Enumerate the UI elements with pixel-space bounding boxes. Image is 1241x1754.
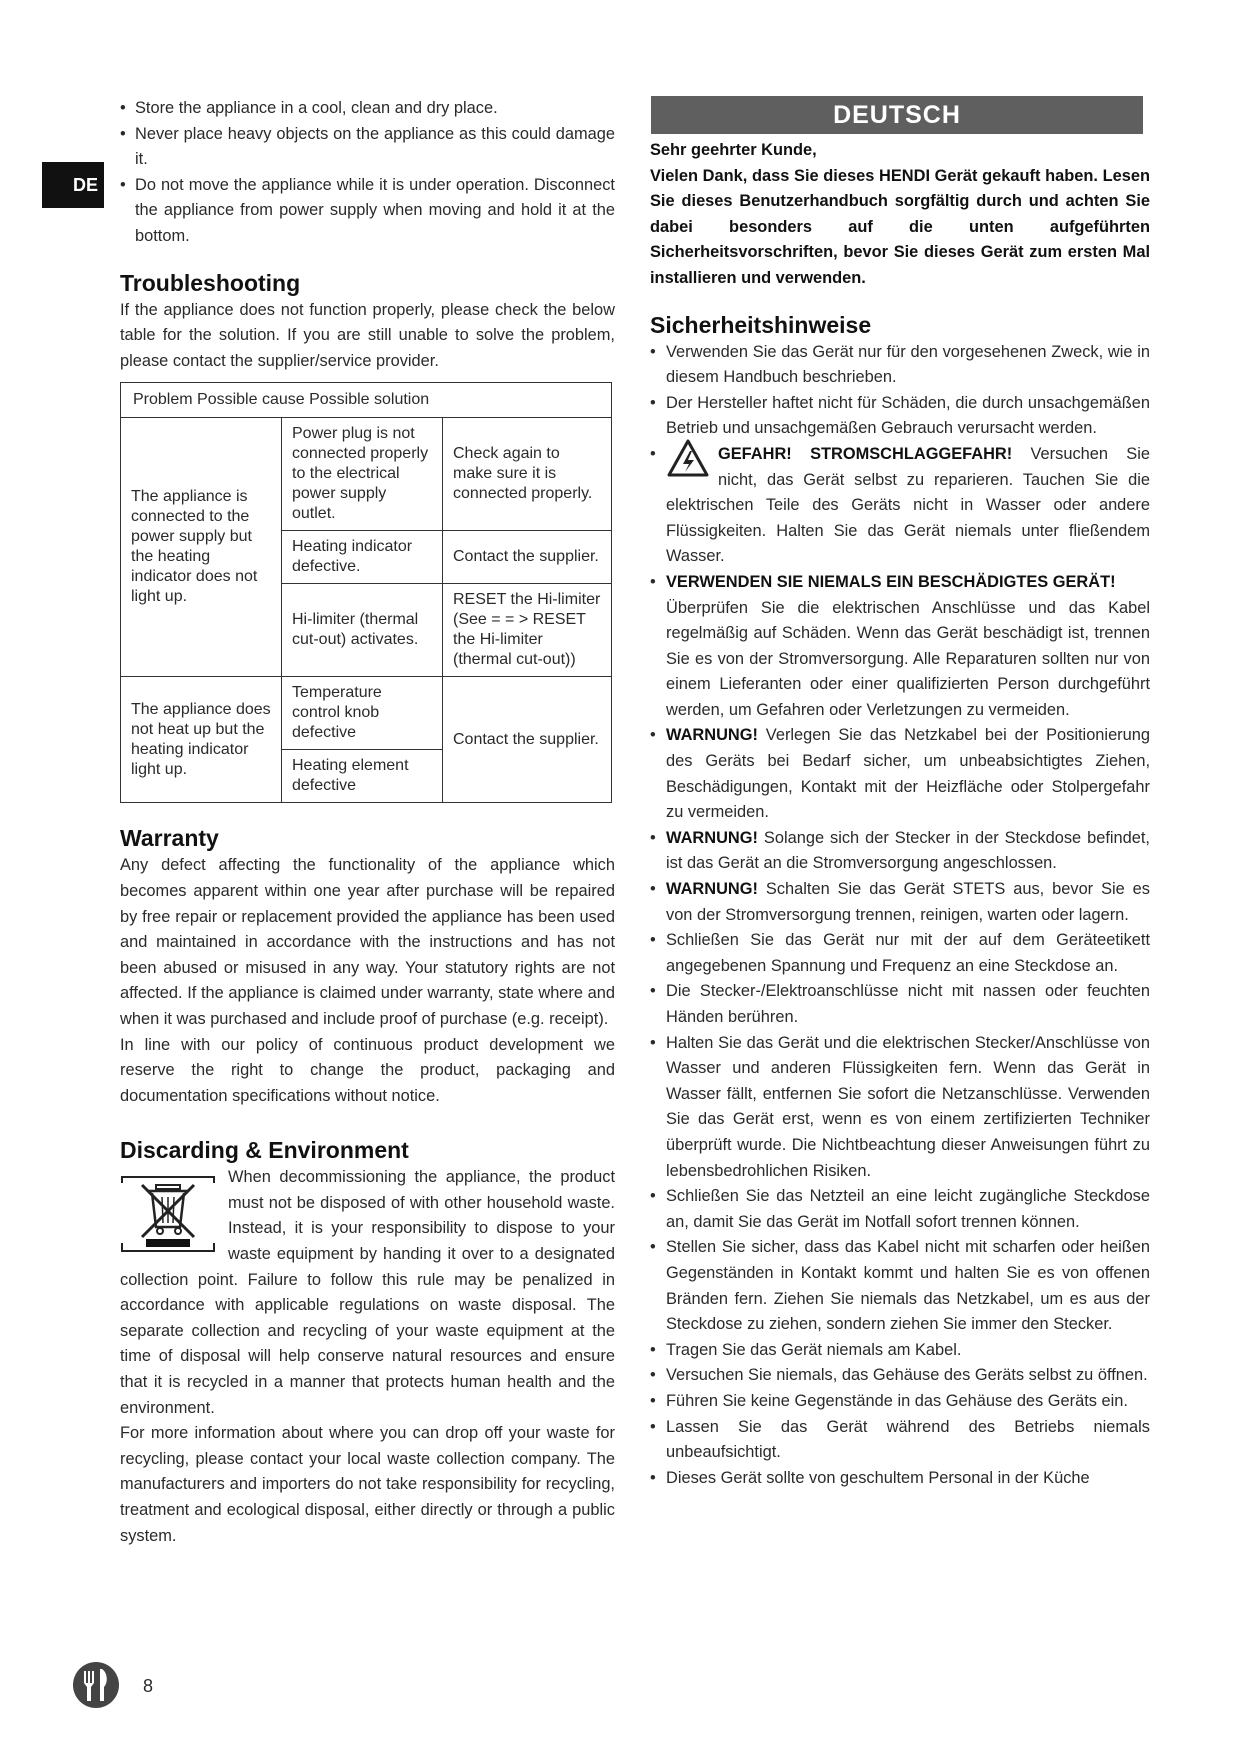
list-item: • Schließen Sie das Gerät nur mit der auf dem Geräteetikett angegebenen Spannung und Frequenz an eine Steckdose an. (650, 928, 1150, 979)
solution-cell: Check again to make sure it is connected properly. (443, 418, 612, 531)
safety-list (650, 340, 1150, 1492)
warning-text: Solange sich der Stecker in der Steckdose befindet, ist das Gerät an die Stromversorgung angeschlossen. (666, 828, 1150, 873)
warning-lead: WARNUNG! (666, 828, 758, 847)
warranty-paragraph: In line with our policy of continuous product development we reserve the right to change the product, packaging and documentation specifications without notice. (120, 1035, 615, 1105)
safety-heading: Sicherheitshinweise (650, 311, 872, 338)
cause-cell: Heating indicator defective. (282, 531, 443, 584)
electric-shock-warning-icon (666, 438, 710, 478)
troubleshooting-table (120, 382, 612, 803)
cause-cell: Heating element defective (282, 750, 443, 803)
troubleshooting-intro: If the appliance does not function properly, please check the below table for the solution. If you are still unable to solve the problem, please contact the supplier/service provider. (120, 300, 615, 370)
warning-text: Verlegen Sie das Netzkabel bei der Positionierung des Geräts bei Bedarf sicher, um unbeabsichtigtes Ziehen, Beschädigungen, Kontakt mit der Heizfläche oder Stolpergefahr zu vermeiden. (666, 726, 1150, 822)
list-item: • Tragen Sie das Gerät niemals am Kabel. (650, 1338, 1150, 1364)
list-item: • Die Stecker-/Elektroanschlüsse nicht mit nassen oder feuchten Händen berühren. (650, 979, 1150, 1030)
list-item: • Führen Sie keine Gegenstände in das Gehäuse des Geräts ein. (650, 1389, 1150, 1415)
problem-cell: The appliance does not heat up but the heating indicator light up. (121, 677, 282, 803)
warning-lead: WARNUNG! (666, 880, 758, 899)
left-column (120, 96, 615, 1549)
solution-cell: Contact the supplier. (443, 531, 612, 584)
list-item: • Halten Sie das Gerät und die elektrischen Stecker/Anschlüsse von Wasser und anderen Flüssigkeiten fern. Wenn das Gerät in Wasser fällt, entfernen Sie sofort die Netzanschlüsse. Verwenden Sie das Gerät erst, wenn es von einem zertifizierten Techniker überprüft wurde. Die Nichtbeachtung dieser Anweisungen führt zu lebensbedrohlichen Risiken. (650, 1031, 1150, 1185)
list-item: • Never place heavy objects on the appliance as this could damage it. (120, 122, 615, 173)
cause-cell: Temperature control knob defective (282, 677, 443, 750)
greeting: Sehr geehrter Kunde, (650, 141, 817, 159)
list-item: • Versuchen Sie niemals, das Gehäuse des Geräts selbst zu öffnen. (650, 1363, 1150, 1389)
discarding-heading: Discarding & Environment (120, 1137, 409, 1164)
table-header-cell: Problem Possible cause Possible solution (121, 383, 612, 418)
warning-text: Schalten Sie das Gerät STETS aus, bevor Sie es von der Stromversorgung trennen, reinigen, warten oder lagern. (666, 880, 1150, 924)
storage-bullets (120, 96, 615, 250)
right-column (650, 96, 1150, 1491)
table-header-row (121, 383, 612, 418)
list-item: • Schließen Sie das Netzteil an eine leicht zugängliche Steckdose an, damit Sie das Gerät im Notfall sofort trennen können. (650, 1184, 1150, 1235)
list-item (650, 442, 1150, 570)
list-item: • Stellen Sie sicher, dass das Kabel nicht mit scharfen oder heißen Gegenständen in Kontakt kommt und halten Sie es von offenen Bränden fern. Ziehen Sie niemals das Netzkabel, um es aus der Steckdose zu ziehen, sondern ziehen Sie immer den Stecker. (650, 1235, 1150, 1337)
language-tab: DE (42, 162, 104, 208)
list-item (650, 877, 1150, 928)
troubleshooting-heading: Troubleshooting (120, 269, 301, 296)
warning-lead: WARNUNG! (666, 726, 758, 745)
cause-cell: Power plug is not connected properly to the electrical power supply outlet. (282, 418, 443, 531)
warning-text: Versuchen Sie nicht, das Gerät selbst zu reparieren. Tauchen Sie die elektrischen Teile des Geräts nicht in Wasser oder andere Flüssigkeiten. Halten Sie das Gerät niemals unter fließendem Wasser. (666, 444, 1150, 566)
warning-lead: VERWENDEN SIE NIEMALS EIN BESCHÄDIGTES GERÄT! (666, 572, 1116, 591)
list-item: • Dieses Gerät sollte von geschultem Personal in der Küche (650, 1466, 1150, 1492)
language-title-bar: DEUTSCH (651, 96, 1143, 134)
warranty-paragraph: Any defect affecting the functionality of the appliance which becomes apparent within one year after purchase will be repaired by free repair or replacement provided the appliance has been used and maintained in accordance with the instructions and has not been abused or misused in any way. Your statutory rights are not affected. If the appliance is claimed under warranty, state where and when it was purchased and include proof of purchase (e.g. receipt). (120, 856, 615, 1028)
list-item (650, 570, 1150, 724)
solution-cell: RESET the Hi-limiter (See = = > RESET the Hi-limiter (thermal cut-out)) (443, 584, 612, 677)
warning-text: Überprüfen Sie die elektrischen Anschlüsse und das Kabel regelmäßig auf Schäden. Wenn das Gerät beschädigt ist, trennen Sie es von der Stromversorgung. Alle Reparaturen sollten nur von einem Lieferanten oder einer qualifizierten Person durchgeführt werden, um Gefahren oder Verletzungen zu vermeiden. (666, 598, 1150, 719)
problem-cell: The appliance is connected to the power supply but the heating indicator does not light up. (121, 418, 282, 677)
cause-cell: Hi-limiter (thermal cut-out) activates. (282, 584, 443, 677)
page-number: 8 (143, 1676, 154, 1696)
list-item: • Der Hersteller haftet nicht für Schäden, die durch unsachgemäßen Betrieb und unsachgemäßen Gebrauch verursacht werden. (650, 391, 1150, 442)
list-item (650, 723, 1150, 825)
discarding-paragraph: For more information about where you can drop off your waste for recycling, please contact your local waste collection company. The manufacturers and importers do not take responsibility for recycling, treatment and ecological disposal, either directly or through a public system. (120, 1424, 615, 1545)
table-row (121, 677, 612, 750)
cutlery-logo-icon (72, 1661, 120, 1709)
weee-bin-icon (120, 1169, 216, 1259)
list-item: • Store the appliance in a cool, clean and dry place. (120, 96, 615, 122)
list-item (650, 826, 1150, 877)
warning-lead: GEFAHR! STROMSCHLAGGEFAHR! (718, 444, 1013, 463)
solution-cell: Contact the supplier. (443, 677, 612, 803)
warranty-heading: Warranty (120, 825, 219, 852)
intro-paragraph: Vielen Dank, dass Sie dieses HENDI Gerät gekauft haben. Lesen Sie dieses Benutzerhandbuch sorgfältig durch und achten Sie dabei besonders auf die unten aufgeführten Sicherheitsvorschriften, bevor Sie dieses Gerät zum ersten Mal installieren und verwenden. (650, 166, 1150, 287)
table-row (121, 418, 612, 531)
list-item: • Do not move the appliance while it is under operation. Disconnect the appliance from power supply when moving and hold it at the bottom. (120, 173, 615, 250)
discarding-paragraph: When decommissioning the appliance, the product must not be disposed of with other household waste. Instead, it is your responsibility to dispose to your waste equipment by handing it over to a designated collection point. Failure to follow this rule may be penalized in accordance with applicable regulations on waste disposal. The separate collection and recycling of your waste equipment at the time of disposal will help conserve natural resources and ensure that it is recycled in a manner that protects human health and the environment. (120, 1168, 615, 1417)
list-item: • Lassen Sie das Gerät während des Betriebs niemals unbeaufsichtigt. (650, 1415, 1150, 1466)
list-item: • Verwenden Sie das Gerät nur für den vorgesehenen Zweck, wie in diesem Handbuch beschrieben. (650, 340, 1150, 391)
